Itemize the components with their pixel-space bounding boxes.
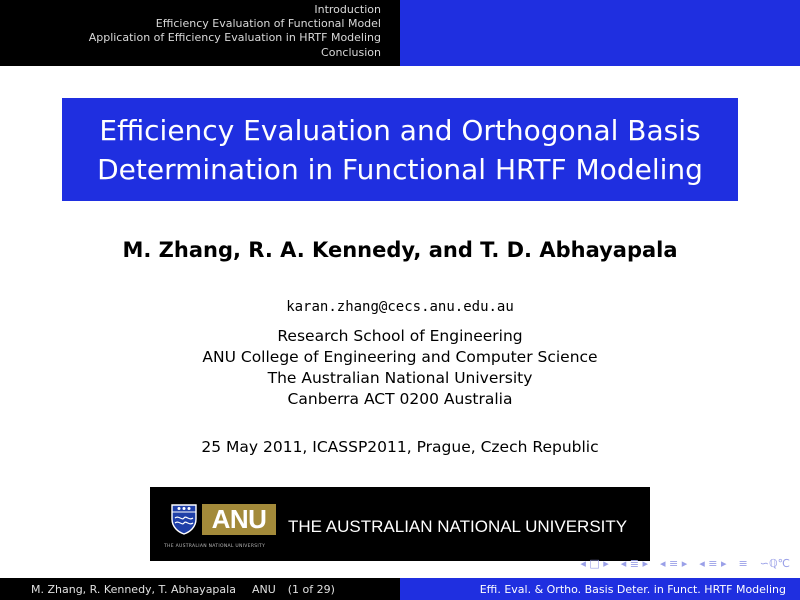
anu-logo-mark: ANU: [202, 504, 276, 535]
nav-appendix-icon[interactable]: ≡: [738, 557, 748, 570]
section-navigation: [0, 0, 400, 66]
affiliation-line: Research School of Engineering: [277, 327, 523, 345]
section-link-efficiency-evaluation[interactable]: Efficiency Evaluation of Functional Model: [155, 17, 381, 31]
section-link-introduction[interactable]: Introduction: [314, 3, 381, 16]
title-block: [62, 98, 738, 201]
nav-document-icon[interactable]: ◂ ≡ ▸: [699, 557, 727, 570]
section-link-application[interactable]: Application of Efficiency Evaluation in HRTF Modeling: [88, 31, 381, 45]
anu-logo-banner: [150, 487, 650, 561]
footer-author-panel: [0, 578, 400, 600]
anu-logo-small-text: THE AUSTRALIAN NATIONAL UNIVERSITY: [164, 544, 266, 549]
authors: M. Zhang, R. A. Kennedy, and T. D. Abhayapala: [122, 238, 678, 262]
footer-short-title: Effi. Eval. & Ortho. Basis Deter. in Funct. HRTF Modeling: [479, 582, 786, 596]
title-line-1: Efficiency Evaluation and Orthogonal Basis: [99, 113, 701, 147]
nav-search-icon[interactable]: ∽ℚ℃: [759, 557, 790, 570]
footer-title-panel: [400, 578, 800, 600]
footer-institution: ANU: [251, 582, 276, 596]
nav-subsection-icon[interactable]: ◂ ≣ ▸: [620, 557, 649, 570]
date-venue: 25 May 2011, ICASSP2011, Prague, Czech Republic: [201, 438, 599, 456]
header-blue-panel: [400, 0, 800, 66]
section-link-conclusion[interactable]: Conclusion: [321, 45, 381, 59]
affiliation-line: ANU College of Engineering and Computer Science: [202, 348, 598, 366]
affiliation-line: Canberra ACT 0200 Australia: [287, 390, 513, 408]
anu-logo-full-name: THE AUSTRALIAN NATIONAL UNIVERSITY: [288, 517, 628, 536]
slide-footer: [0, 578, 800, 600]
affiliation: [0, 326, 800, 410]
nav-section-icon[interactable]: ◂ ≡ ▸: [660, 557, 688, 570]
nav-frame-icon[interactable]: ◂ □ ▸: [580, 557, 609, 570]
affiliation-line: The Australian National University: [267, 369, 533, 387]
author-email: karan.zhang@cecs.anu.edu.au: [286, 299, 514, 315]
title-line-2: Determination in Functional HRTF Modeling: [97, 152, 703, 186]
anu-crest-icon: [170, 503, 198, 535]
footer-authors: M. Zhang, R. Kennedy, T. Abhayapala: [31, 582, 236, 596]
beamer-navigation-symbols: [580, 557, 790, 570]
footer-page-number: (1 of 29): [287, 582, 335, 596]
slide-header: [0, 0, 800, 66]
